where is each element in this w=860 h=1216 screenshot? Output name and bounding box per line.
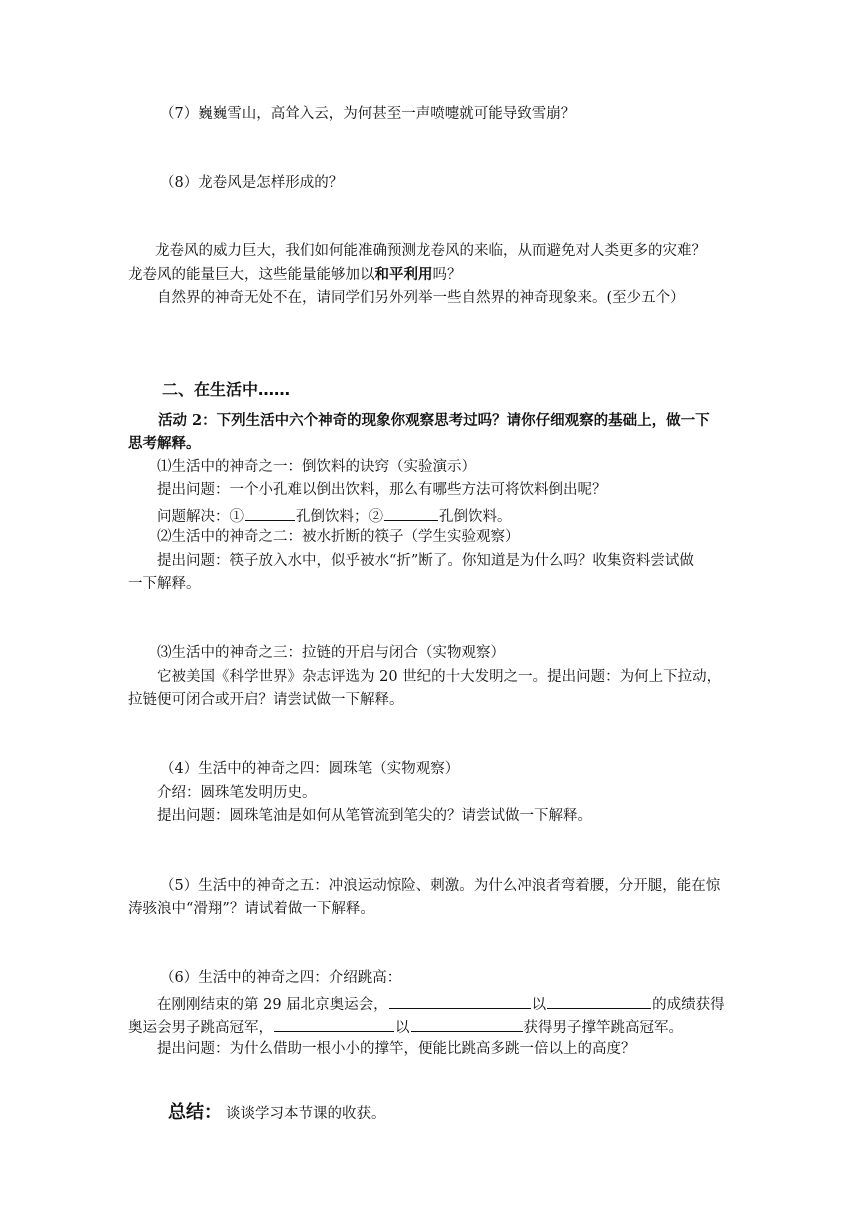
item1-solution-prefix: 问题解决：① xyxy=(157,509,244,525)
item6-question: 提出问题：为什么借助一根小小的撑竿，便能比跳高多跳一倍以上的高度？ xyxy=(157,1041,636,1057)
item6-line1-start: 在刚刚结束的第 29 届北京奥运会， xyxy=(157,997,388,1013)
section-heading-life: 二、在生活中…… xyxy=(162,380,291,399)
item4-title: （4）生活中的神奇之四：圆珠笔（实物观察） xyxy=(160,761,460,777)
item4-question: 提出问题：圆珠笔油是如何从笔管流到笔尖的？请尝试做一下解释。 xyxy=(157,808,592,824)
paragraph-tornado-line2-start: 龙卷风的能量巨大，这些能量能够加以 xyxy=(128,267,375,283)
item6-line1-end: 的成绩获得 xyxy=(652,997,725,1013)
item6-line1-mid: 以 xyxy=(531,997,547,1013)
question-8: （8）龙卷风是怎样形成的？ xyxy=(160,175,344,191)
summary-text: 谈谈学习本节课的收获。 xyxy=(226,1106,386,1122)
item1-solution-suffix: 孔倒饮料。 xyxy=(439,509,512,525)
activity-2-line2: 思考解释。 xyxy=(128,435,201,452)
item5-text-line1: （5）生活中的神奇之五：冲浪运动惊险、刺激。为什么冲浪者弯着腰，分开腿，能在惊 xyxy=(160,878,721,894)
item6-blank-high-jump-champion[interactable] xyxy=(389,994,531,1009)
activity-2-line1: 活动 2：下列生活中六个神奇的现象你观察思考过吗？请你仔细观察的基础上，做一下 xyxy=(158,412,710,429)
item1-solution-middle: 孔倒饮料；② xyxy=(296,509,383,525)
paragraph-tornado-emphasis: 和平利用 xyxy=(374,266,433,283)
item1-solution xyxy=(157,506,512,526)
paragraph-tornado-line1: 龙卷风的威力巨大，我们如何能准确预测龙卷风的来临，从而避免对人类更多的灾难？ xyxy=(155,243,706,259)
item2-question-line2: 一下解释。 xyxy=(128,576,201,592)
item5-text-line2: 涛骇浪中“滑翔”？请试着做一下解释。 xyxy=(128,901,375,917)
item1-blank-1[interactable] xyxy=(245,506,295,521)
summary-title: 总结： xyxy=(168,1102,222,1123)
item3-text-line2: 拉链便可闭合或开启？请尝试做一下解释。 xyxy=(128,692,404,708)
question-7: （7）巍巍雪山，高耸入云，为何甚至一声喷嚏就可能导致雪崩？ xyxy=(160,106,576,122)
item1-blank-2[interactable] xyxy=(384,506,438,521)
item1-question: 提出问题：一个小孔难以倒出饮料，那么有哪些方法可将饮料倒出呢？ xyxy=(157,482,607,498)
item6-line2-start: 奥运会男子跳高冠军， xyxy=(128,1020,273,1036)
paragraph-nature-examples: 自然界的神奇无处不在，请同学们另外列举一些自然界的神奇现象来。(至少五个） xyxy=(157,290,685,306)
item6-blank-pole-vault-champion[interactable] xyxy=(274,1017,394,1032)
item1-title: ⑴生活中的神奇之一：倒饮料的诀窍（实验演示） xyxy=(157,459,476,475)
paragraph-tornado-line2-end: 吗？ xyxy=(432,267,462,283)
item3-title: ⑶生活中的神奇之三：拉链的开启与闭合（实物观察） xyxy=(157,645,505,661)
paragraph-tornado-line2 xyxy=(128,266,462,284)
item2-title: ⑵生活中的神奇之二：被水折断的筷子（学生实验观察） xyxy=(157,529,520,545)
item2-question-line1: 提出问题：筷子放入水中，似乎被水“折”断了。你知道是为什么吗？收集资料尝试做 xyxy=(157,553,694,569)
summary xyxy=(168,1102,386,1124)
item6-line2-end: 获得男子撑竿跳高冠军。 xyxy=(523,1020,683,1036)
item6-blank-pole-vault-result[interactable] xyxy=(411,1017,523,1032)
item4-intro: 介绍：圆珠笔发明历史。 xyxy=(157,785,317,801)
item6-blank-high-jump-result[interactable] xyxy=(547,994,651,1009)
item6-title: （6）生活中的神奇之四：介绍跳高： xyxy=(160,970,402,986)
item6-line1 xyxy=(157,994,725,1014)
item6-line2 xyxy=(128,1017,683,1037)
item6-line2-mid: 以 xyxy=(395,1020,410,1036)
item3-text-line1: 它被美国《科学世界》杂志评选为 20 世纪的十大发明之一。提出问题：为何上下拉动， xyxy=(157,669,722,685)
